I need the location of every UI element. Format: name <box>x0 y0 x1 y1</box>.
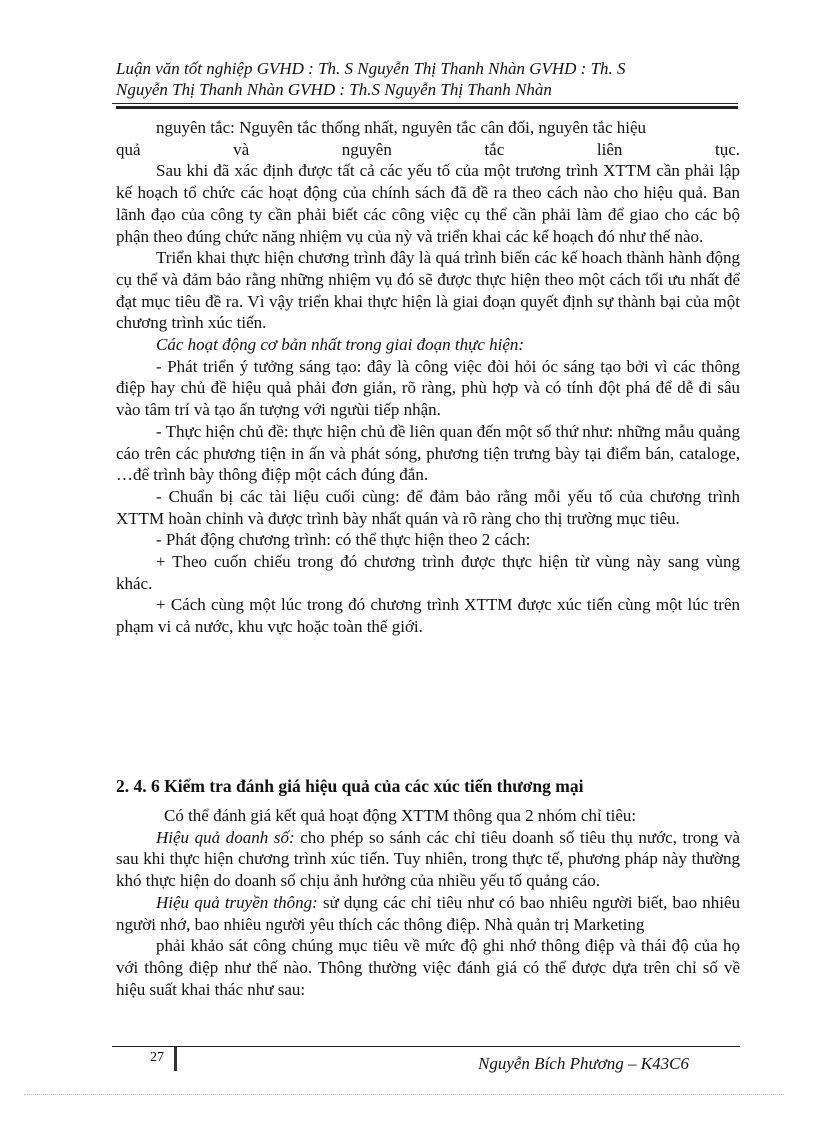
paragraph-10: + Cách cùng một lúc trong đó chương trình XTTM được xúc tiến cùng một lúc trên phạm vi cả nước, khu vực hoặc toàn thế giới. <box>116 595 740 637</box>
section-paragraph-1: Có thể đánh giá kết quả hoạt động XTTM thông qua 2 nhóm chỉ tiêu: <box>164 806 637 825</box>
footer-author: Nguyễn Bích Phương – K43C6 <box>478 1054 689 1073</box>
section-paragraph-4: phải khảo sát công chúng mục tiêu về mức độ ghi nhớ thông điệp và thái độ của họ với thông điệp như thế nào. Thông thường việc đánh giá có thể được dựa trên chỉ số về hiệu suất khai thác như sau: <box>116 936 740 999</box>
paragraph-9: + Theo cuốn chiếu trong đó chương trình được thực hiện từ vùng này sang vùng khác. <box>116 552 740 593</box>
header-rule-thick <box>116 106 738 109</box>
page-header <box>116 58 740 100</box>
paragraph-3: Triển khai thực hiện chương trình đây là quá trình biến các kế hoach thành hành động cụ thể và đảm bảo rằng những nhiệm vụ đó sẽ được thực hiện theo một cách tối ưu nhất để đạt mục tiêu đề ra. Vì vậy triển khai thực hiện là giai đoạn quyết định sự thành bại của một chương trình xúc tiến. <box>116 248 740 333</box>
paragraph-2: Sau khi đã xác định được tất cả các yếu tố của một trương trình XTTM cần phải lập kế hoạch tổ chức các hoạt động của chính sách đã đề ra theo cách nào cho hiệu quả. Ban lãnh đạo của công ty cần phải biết các công việc cụ thể cần phải làm để giao cho các bộ phận theo đúng chức năng nhiệm vụ của nỳ và triển khai các kế hoạch đó như thế nào. <box>116 161 740 246</box>
section-paragraph-2 <box>116 827 740 892</box>
communication-efficiency-text: sử dụng các chỉ tiêu như có bao nhiêu người biết, bao nhiêu người nhớ, bao nhiêu người yêu thích các thông điệp. Nhà quản trị Marketing <box>116 892 740 934</box>
section-heading: 2. 4. 6 Kiểm tra đánh giá hiệu quả của các xúc tiến thương mại <box>116 776 584 796</box>
paragraph-1b: quả và nguyên tắc liên tục. <box>116 139 740 159</box>
paragraph-7: - Chuẩn bị các tài liệu cuối cùng: để đảm bảo rằng mỗi yếu tố của chương trình XTTM hoàn chỉnh và được trình bày nhất quán và rõ ràng cho thị trường mục tiêu. <box>116 486 740 528</box>
page-number: 27 <box>150 1050 164 1065</box>
footer-divider <box>174 1047 177 1071</box>
body-text <box>116 117 740 638</box>
header-line-2: Nguyễn Thị Thanh Nhàn GVHD : Th.S Nguyễn Thị Thanh Nhàn <box>116 80 552 99</box>
header-line-1: Luận văn tốt nghiệp GVHD : Th. S Nguyễn Thị Thanh Nhàn GVHD : Th. S <box>116 59 626 78</box>
communication-efficiency-label: Hiệu quả truyền thông: <box>156 892 318 912</box>
paragraph-6: - Thực hiện chủ đề: thực hiện chủ đề liên quan đến một số thứ như: những mẫu quảng cáo trên các phương tiện in ấn và phát sóng, phương tiện trưng bày tại điểm bán, cataloge, …để trình bày thông điệp một cách đúng đắn. <box>116 421 740 485</box>
section-body <box>116 805 740 1000</box>
sales-efficiency-label: Hiệu quả doanh số: <box>156 827 295 847</box>
paragraph-5: - Phát triển ý tưởng sáng tạo: đây là công việc đòi hỏi óc sáng tạo bởi vì các thông điệp hay chủ đề hiệu quả phải đơn giản, rõ ràng, phù hợp và có tính đột phá để dễ đi sâu vào tâm trí và tạo ấn tượng với ngưùi tiếp nhận. <box>116 356 740 420</box>
section-paragraph-3 <box>116 892 740 935</box>
paragraph-1a: nguyên tắc: Nguyên tắc thống nhất, nguyên tắc cân đối, nguyên tắc hiệu <box>156 118 647 137</box>
paragraph-4: Các hoạt động cơ bản nhất trong giai đoạn thực hiện: <box>156 335 525 355</box>
header-rule-thin <box>112 103 738 104</box>
paragraph-8: - Phát động chương trình: có thể thực hiện theo 2 cách: <box>156 530 531 550</box>
footer-rule <box>112 1046 740 1047</box>
sales-efficiency-text: cho phép so sánh các chỉ tiêu doanh số tiêu thụ nước, trong và sau khi thực hiện chương trình xúc tiến. Tuy nhiên, trong thực tế, phương pháp này thường khó thực hiện do doanh số chịu ảnh hưởng của nhiều yếu tố quảng cáo. <box>116 827 740 891</box>
page-bottom-edge <box>24 1094 784 1095</box>
